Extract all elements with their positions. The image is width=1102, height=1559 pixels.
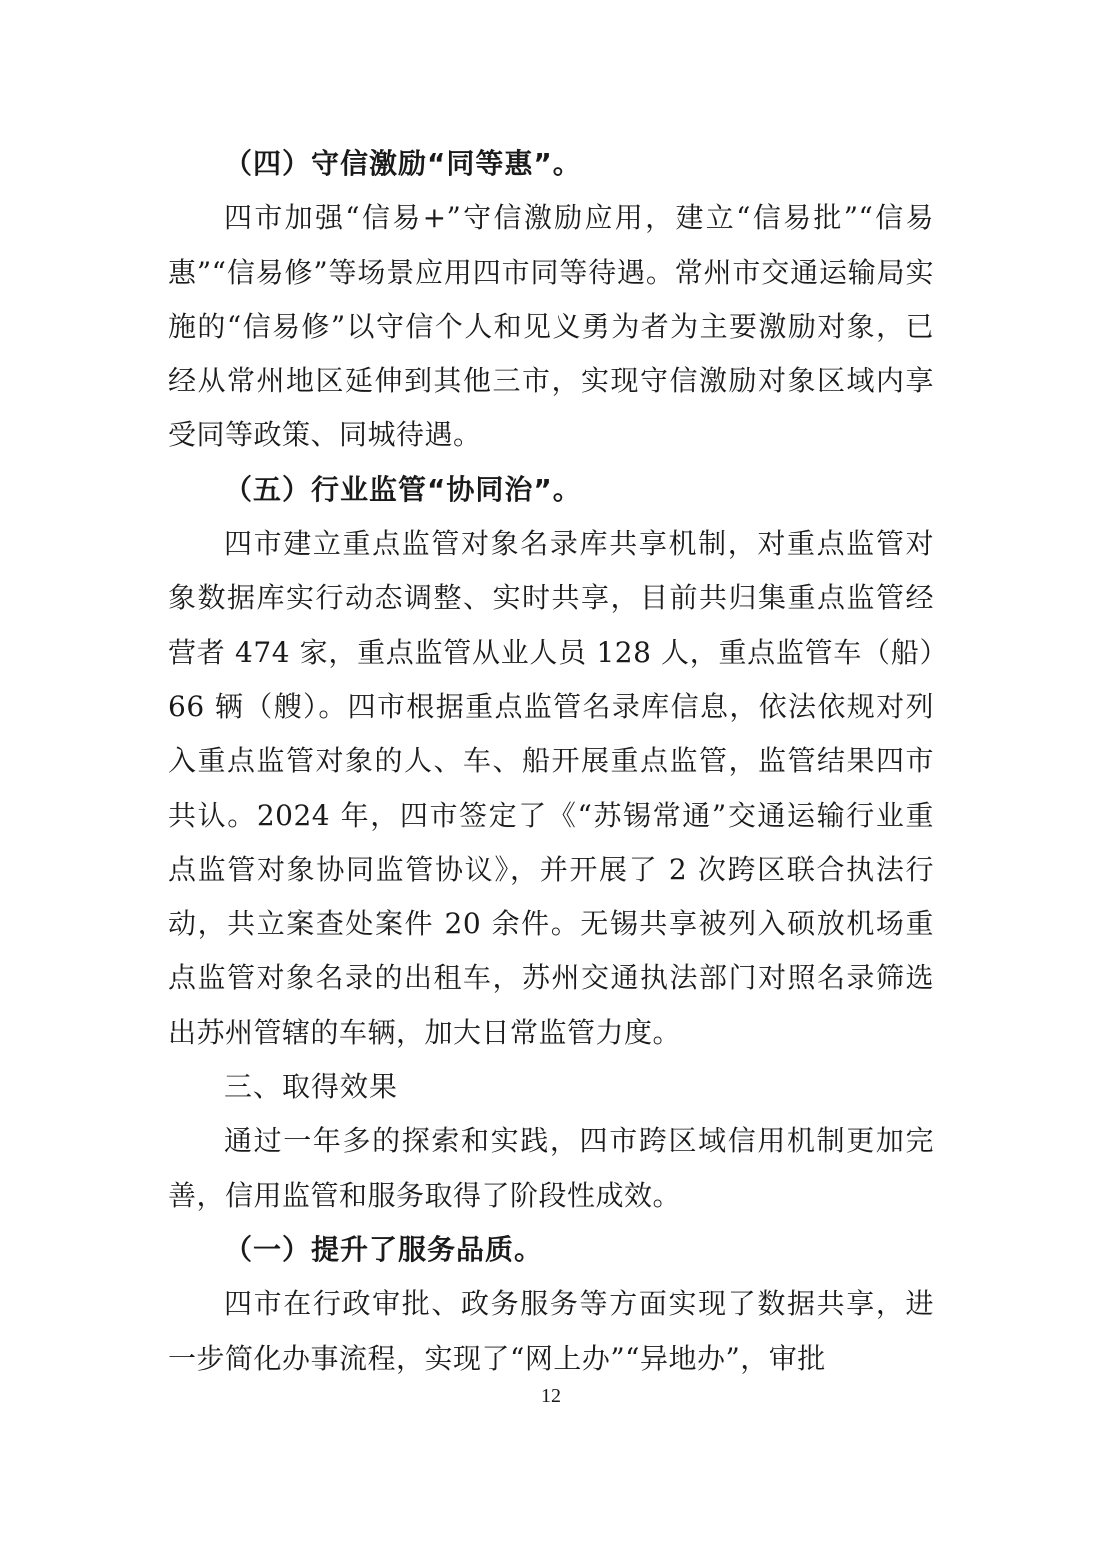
page-number: 12 <box>541 1385 561 1407</box>
paragraph-results-intro: 通过一年多的探索和实践，四市跨区域信用机制更加完善，信用监管和服务取得了阶段性成效。 <box>168 1124 934 1212</box>
section-heading-3: 三、取得效果 <box>224 1070 399 1104</box>
paragraph-industry-supervision: 四市建立重点监管对象名录库共享机制，对重点监管对象数据库实行动态调整、实时共享，目前共归集重点监管经营者 474 家，重点监管从业人员 128 人，重点监管车（船）66 辆（艘）。四市根据重点监管名录库信息，依法依规对列入重点监管对象的人、车、船开展重点监管，监管结果四市共认。2024 年，四市签定了《“苏锡常通”交通运输行业重点监管对象协同监管协议》，并开展了 2 次跨区联合执法行动，共立案查处案件 20 余件。无锡共享被列入硕放机场重点监管对象名录的出租车，苏州交通执法部门对照名录筛选出苏州管辖的车辆，加大日常监管力度。 <box>168 527 934 1049</box>
paragraph-credit-incentive: 四市加强“信易+”守信激励应用，建立“信易批”“信易惠”“信易修”等场景应用四市同等待遇。常州市交通运输局实施的“信易修”以守信个人和见义勇为者为主要激励对象，已经从常州地区延伸到其他三市，实现守信激励对象区域内享受同等政策、同城待遇。 <box>168 201 934 452</box>
paragraph-service-quality: 四市在行政审批、政务服务等方面实现了数据共享，进一步简化办事流程，实现了“网上办”“异地办”，审批 <box>168 1287 934 1375</box>
subsection-heading-5: （五）行业监管“协同治”。 <box>224 472 582 506</box>
document-body <box>168 137 934 1386</box>
subsection-heading-1: （一）提升了服务品质。 <box>224 1232 544 1266</box>
subsection-heading-4: （四）守信激励“同等惠”。 <box>224 147 582 180</box>
